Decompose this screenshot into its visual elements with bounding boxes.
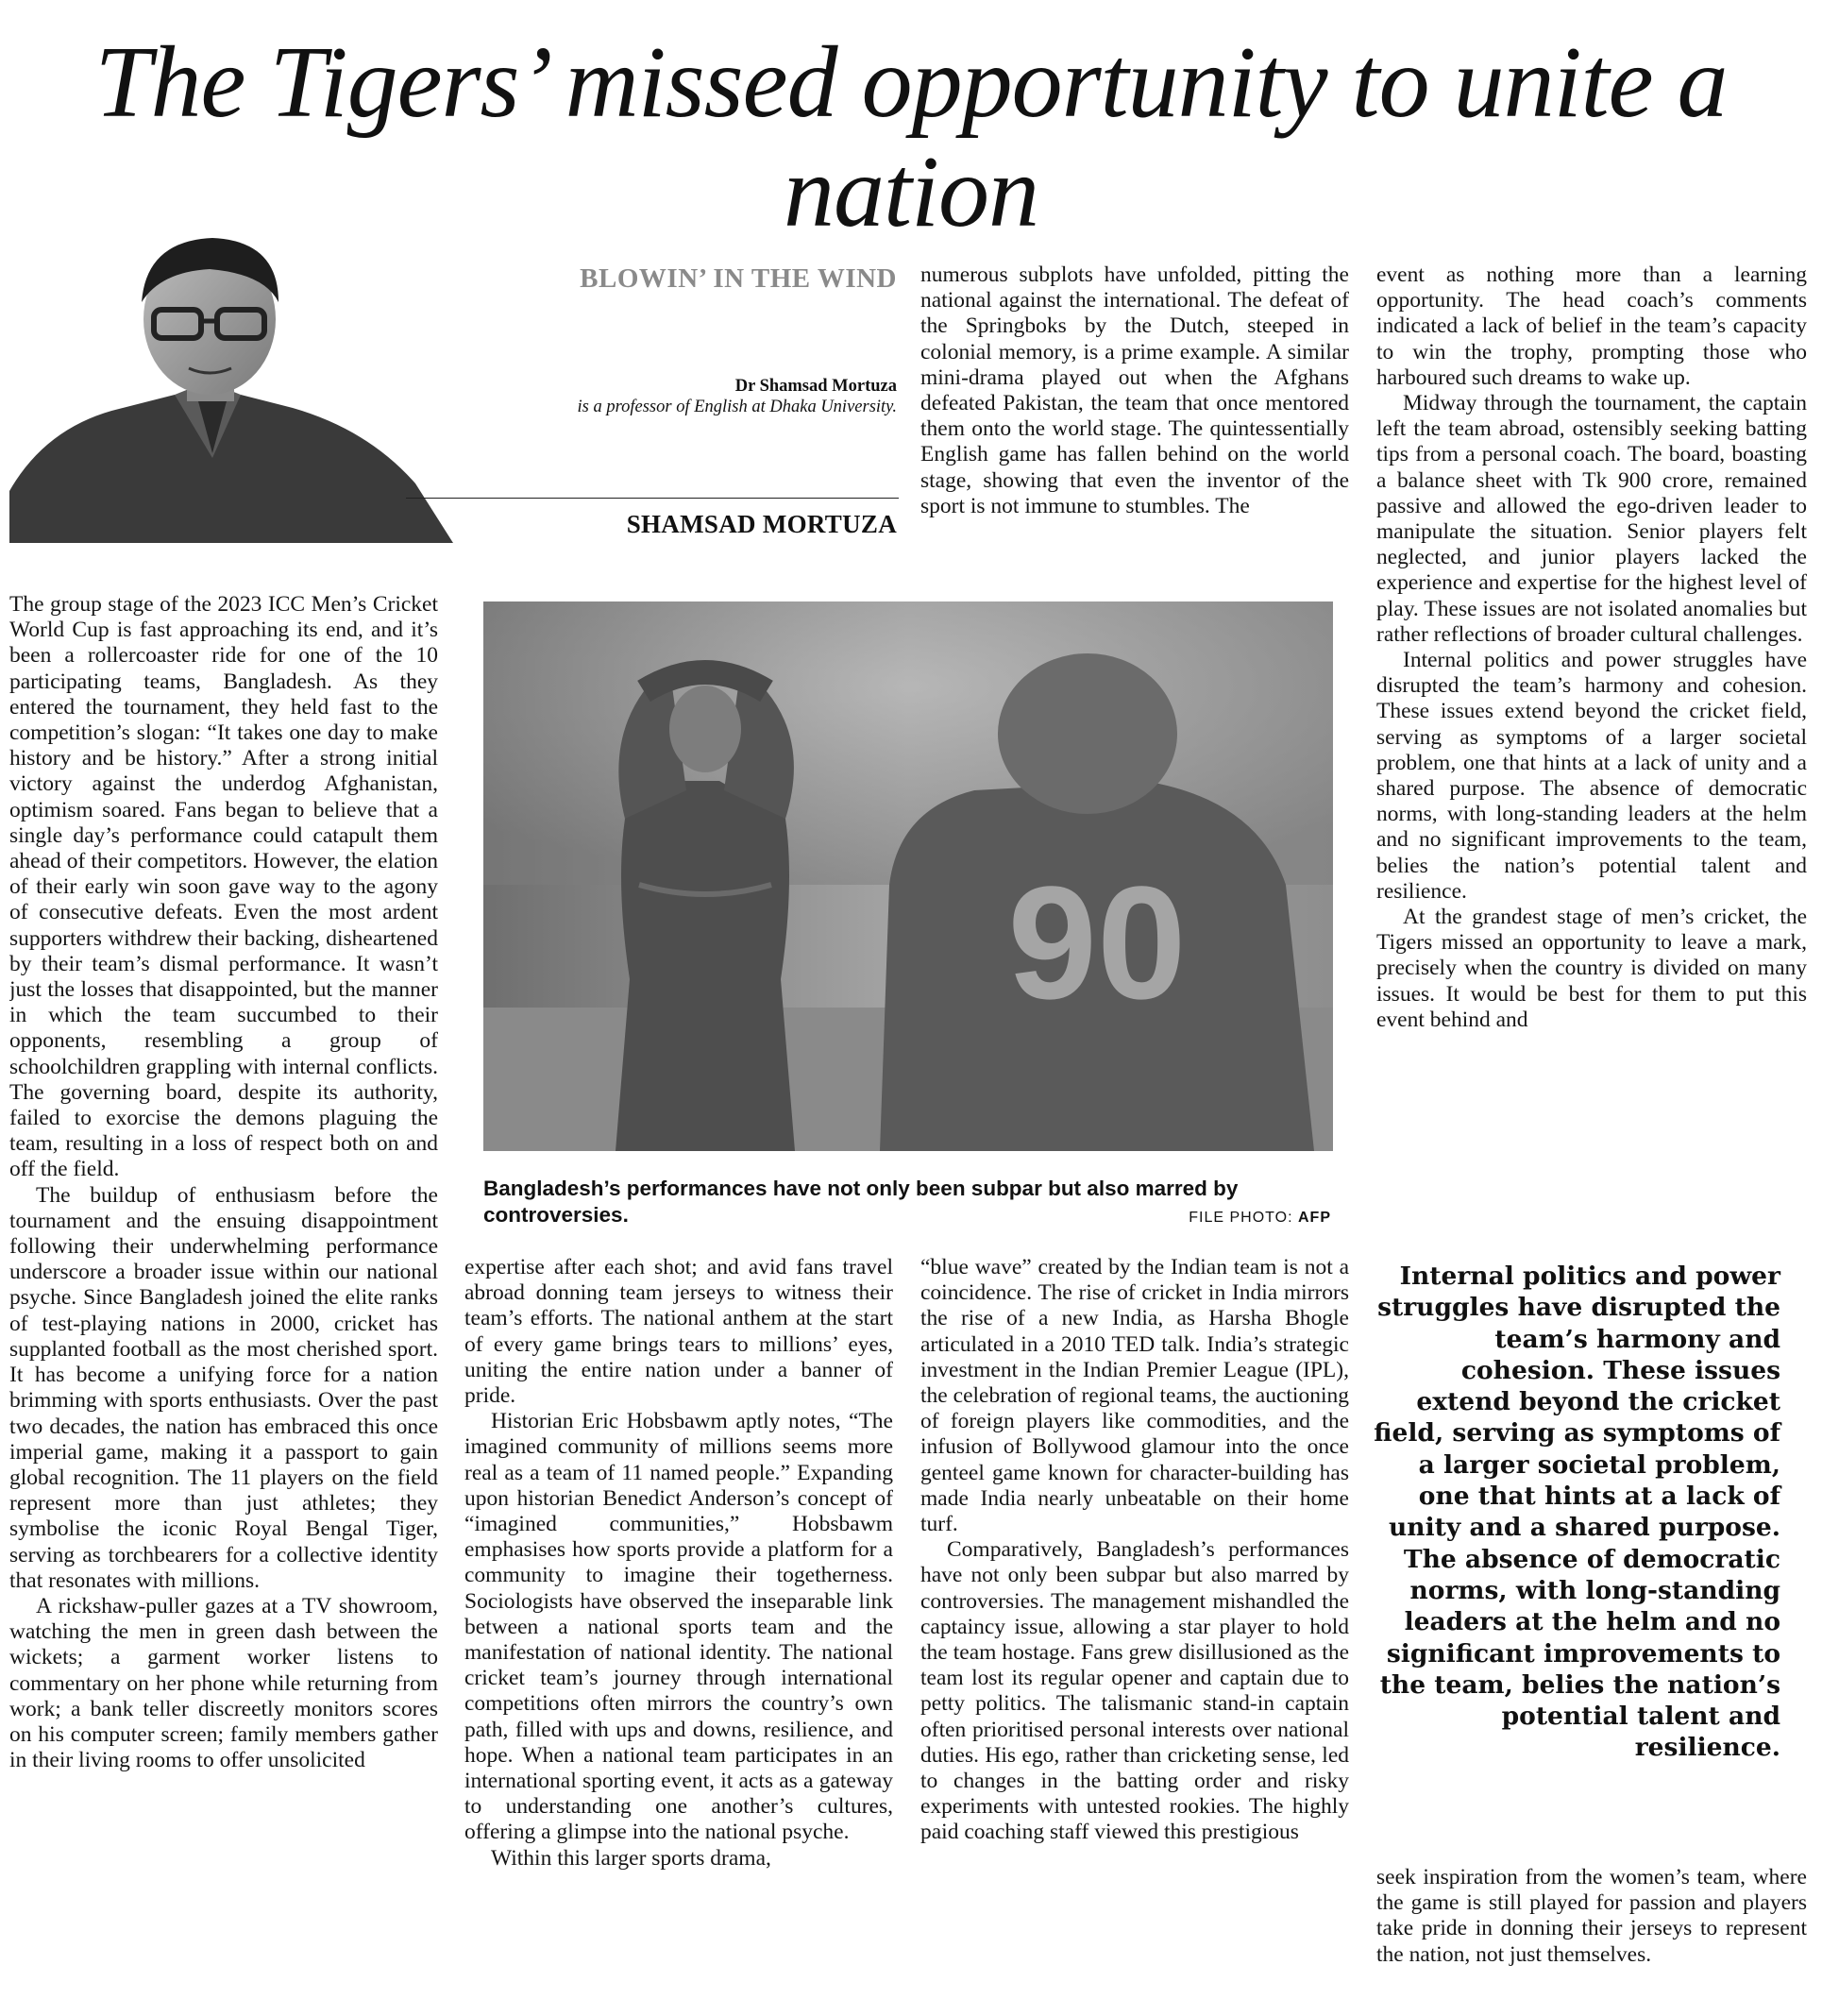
paragraph: seek inspiration from the women’s team, where the game is still played for passion and players take pride in donning their jerseys to represent the nation, not just themselves.	[1376, 1865, 1807, 1967]
photo-credit-source: AFP	[1298, 1210, 1331, 1226]
jersey-number: 90	[1007, 854, 1187, 1033]
body-column-2	[464, 1255, 893, 2015]
byline-divider	[406, 498, 899, 499]
body-column-4-top	[1376, 263, 1807, 1188]
author-name: Dr Shamsad Mortuza	[734, 377, 897, 396]
paragraph: Comparatively, Bangladesh’s performances have not only been subpar but also marred by controversies. The management mishandled the captaincy issue, allowing a star player to hold the team hostage. Fans grew disillusioned as the team lost its regular opener and captain due to petty politics. The talismanic stand-in captain often prioritised personal interests over national duties. His ego, rather than cricketing sense, led to changes in the batting order and risky experiments with untested rookies. The highly paid coaching staff viewed this prestigious	[920, 1537, 1349, 1845]
paragraph: “blue wave” created by the Indian team is not a coincidence. The rise of cricket in India mirrors the rise of a new India, as Harsha Bhogle articulated in a 2010 TED talk. India’s strategic investment in the Indian Premier League (IPL), the celebration of regional teams, the auctioning of foreign players like commodities, and the infusion of Bollywood glamour into the once genteel game known for character-building has made India nearly unbeatable on their home turf.	[920, 1255, 1349, 1537]
column-label: BLOWIN’ IN THE WIND	[580, 263, 897, 294]
paragraph: Within this larger sports drama,	[491, 1845, 771, 1871]
paragraph: A rickshaw-puller gazes at a TV showroom, watching the men in green dash between the wickets; a garment worker listens to commentary on her phone while returning from work; a bank teller discreetly monitors scores on his computer screen; family members gather in their living rooms to offer unsolicited	[9, 1593, 438, 1773]
body-column-1	[9, 592, 438, 2013]
paragraph: Historian Eric Hobsbawm aptly notes, “The imagined community of millions seems more real as a team of 11 named people.” Expanding upon historian Benedict Anderson’s concept of “imagined communities,” Hobsbawm emphasises how sports provide a platform for a community to imagine their togetherness. Sociologists have observed the inseparable link between a national sports team and the manifestation of national identity. The national cricket team’s journey through international competitions often mirrors the country’s own path, filled with ups and downs, resilience, and hope. When a national team participates in an international sporting event, it acts as a gateway to understanding one another’s cultures, offering a glimpse into the national psyche.	[464, 1409, 893, 1845]
paragraph: event as nothing more than a learning opportunity. The head coach’s comments indicated a lack of belief in the team’s capacity to win the trophy, prompting those who harboured such dreams to wake up.	[1376, 263, 1807, 390]
photo-credit	[1086, 1210, 1331, 1227]
photo-caption: Bangladesh’s performances have not only been subpar but also marred by controversies.	[483, 1177, 1239, 1227]
photo-credit-label: FILE PHOTO:	[1189, 1210, 1293, 1226]
paragraph: numerous subplots have unfolded, pitting the national against the international. The defeat of the Springboks by the Dutch, steeped in colonial memory, is a prime example. A similar mini-drama played out when the Afghans defeated Pakistan, the team that once mentored them onto the world stage. The quintessentially English game has fallen behind on the world stage, showing that even the inventor of the sport is not immune to stumbles. The	[920, 263, 1349, 518]
body-column-4-bottom	[1376, 1865, 1807, 2016]
paragraph: Internal politics and power struggles have disrupted the team’s harmony and cohesion. These issues extend beyond the cricket field, serving as symptoms of a larger societal problem, one that hints at a lack of unity and a shared purpose. The absence of democratic norms, with long-standing leaders at the helm and no significant improvements to the team, belies the nation’s potential talent and resilience.	[1376, 648, 1807, 904]
headline: The Tigers’ missed opportunity to unite a nation	[94, 26, 1728, 248]
author-description: is a professor of English at Dhaka University.	[577, 398, 897, 416]
body-column-3-bottom	[920, 1255, 1349, 2015]
paragraph: At the grandest stage of men’s cricket, the Tigers missed an opportunity to leave a mark, precisely when the country is divided on many issues. It would be best for them to put this event behind and	[1376, 905, 1807, 1032]
cricket-player-image	[483, 601, 1333, 1151]
pull-quote: Internal politics and power struggles have disrupted the team’s harmony and cohesion. These issues extend beyond the cricket field, serving as symptoms of a larger societal problem, one that hints at a lack of unity and a shared purpose. The absence of democratic norms, with long-standing leaders at the helm and no significant improvements to the team, belies the nation’s potential talent and resilience.	[1374, 1262, 1780, 1763]
paragraph: The buildup of enthusiasm before the tournament and the ensuing disappointment following their underwhelming performance underscore a broader issue within our national psyche. Since Bangladesh joined the elite ranks of test-playing nations in 2000, cricket has supplanted football as the most cherished sport. It has become a unifying force for a nation brimming with sports enthusiasts. Over the past two decades, the nation has embraced this once imperial game, making it a passport to gain global recognition. The 11 players on the field represent more than just athletes; they symbolise the iconic Royal Bengal Tiger, serving as torchbearers for a collective identity that resonates with millions.	[9, 1182, 438, 1593]
paragraph: Midway through the tournament, the captain left the team abroad, ostensibly seeking batting tips from a personal coach. The board, boasting a balance sheet with Tk 900 crore, remained passive and allowed the ego-driven leader to manipulate the situation. Senior players felt neglected, and junior players lacked the experience and expertise for the highest level of play. These issues are not isolated anomalies but rather reflections of broader cultural challenges.	[1376, 391, 1807, 647]
paragraph: The group stage of the 2023 ICC Men’s Cricket World Cup is fast approaching its end, and it’s been a rollercoaster ride for one of the 10 participating teams, Bangladesh. As they entered the tournament, they held fast to the competition’s slogan: “It takes one day to make history and be history.” After a strong initial victory against the underdog Afghanistan, optimism soared. Fans began to believe that a single day’s performance could catapult them ahead of their competitors. However, the elation of their early win soon gave way to the agony of consecutive defeats. Even the most ardent supporters withdrew their backing, disheartened by their team’s dismal performance. It wasn’t just the losses that disappointed, but the manner in which the team succumbed to their opponents, resembling a group of schoolchildren grappling with internal conflicts. The governing board, despite its authority, failed to exorcise the demons plaguing the team, resulting in a loss of respect both on and off the field.	[9, 592, 438, 1182]
body-column-3-top	[920, 263, 1349, 581]
article-photo	[483, 601, 1333, 1151]
paragraph: expertise after each shot; and avid fans travel abroad donning team jerseys to witness their team’s efforts. The national anthem at the start of every game brings tears to millions’ eyes, uniting the entire nation under a banner of pride.	[464, 1255, 893, 1409]
byline: SHAMSAD MORTUZA	[626, 510, 897, 538]
